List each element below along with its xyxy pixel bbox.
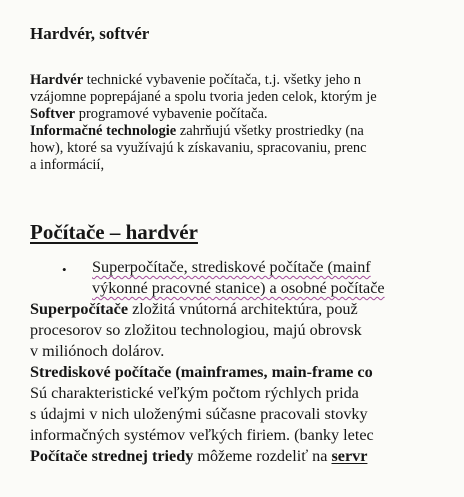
intro-line-5: how), ktoré sa využívajú k získavaniu, spracovaniu, prenc — [30, 140, 367, 156]
term-strediskove-pocitace: Strediskové počítače (mainframes, main-frame co — [30, 363, 373, 381]
section-heading: Počítače – hardvér — [30, 220, 198, 244]
para-line-2: procesorov so zložitou technologiou, majú obrovsk — [30, 321, 362, 339]
intro-line-2: vzájomne poprepájané a spolu tvoria jeden celok, ktorým je — [30, 89, 377, 105]
term-superpocitace: Superpočítače — [30, 300, 129, 318]
intro-line-4: Informačné technologie zahrňujú všetky prostriedky (na — [30, 123, 364, 139]
bullet-line-1: Superpočítače, strediskové počítače (mainf — [92, 258, 371, 276]
para-line-8: Počítače strednej triedy môžeme rozdeliť na servr — [30, 447, 368, 465]
para-line-7: informačných systémov veľkých firiem. (banky letec — [30, 426, 374, 444]
bullet-line-2: výkonné pracovné stanice) a osobné počítače — [92, 279, 385, 297]
para-line-1: Superpočítače zložitá vnútorná architektúra, použ — [30, 300, 358, 318]
term-servre: servr — [331, 447, 368, 465]
term-softver: Softver — [30, 106, 76, 122]
intro-line-1: Hardvér technické vybavenie počítača, t.j. všetky jeho n — [30, 72, 361, 88]
intro-line-3: Softver programové vybavenie počítača. — [30, 106, 268, 122]
term-pocitace-strednej-triedy: Počítače strednej triedy — [30, 447, 194, 465]
intro-line-6: a informácií, — [30, 157, 105, 173]
page-title: Hardvér, softvér — [30, 24, 150, 43]
para-line-3: v miliónoch dolárov. — [30, 342, 165, 360]
term-hardver: Hardvér — [30, 72, 84, 88]
bullet-marker: • — [62, 262, 67, 277]
term-informacne-technologie: Informačné technologie — [30, 123, 177, 139]
para-line-5: Sú charakteristické veľkým počtom rýchlych prida — [30, 384, 359, 402]
para-line-4 — [30, 363, 373, 382]
para-line-6: s údajmi v nich uloženými súčasne pracovali stovky — [30, 405, 368, 423]
